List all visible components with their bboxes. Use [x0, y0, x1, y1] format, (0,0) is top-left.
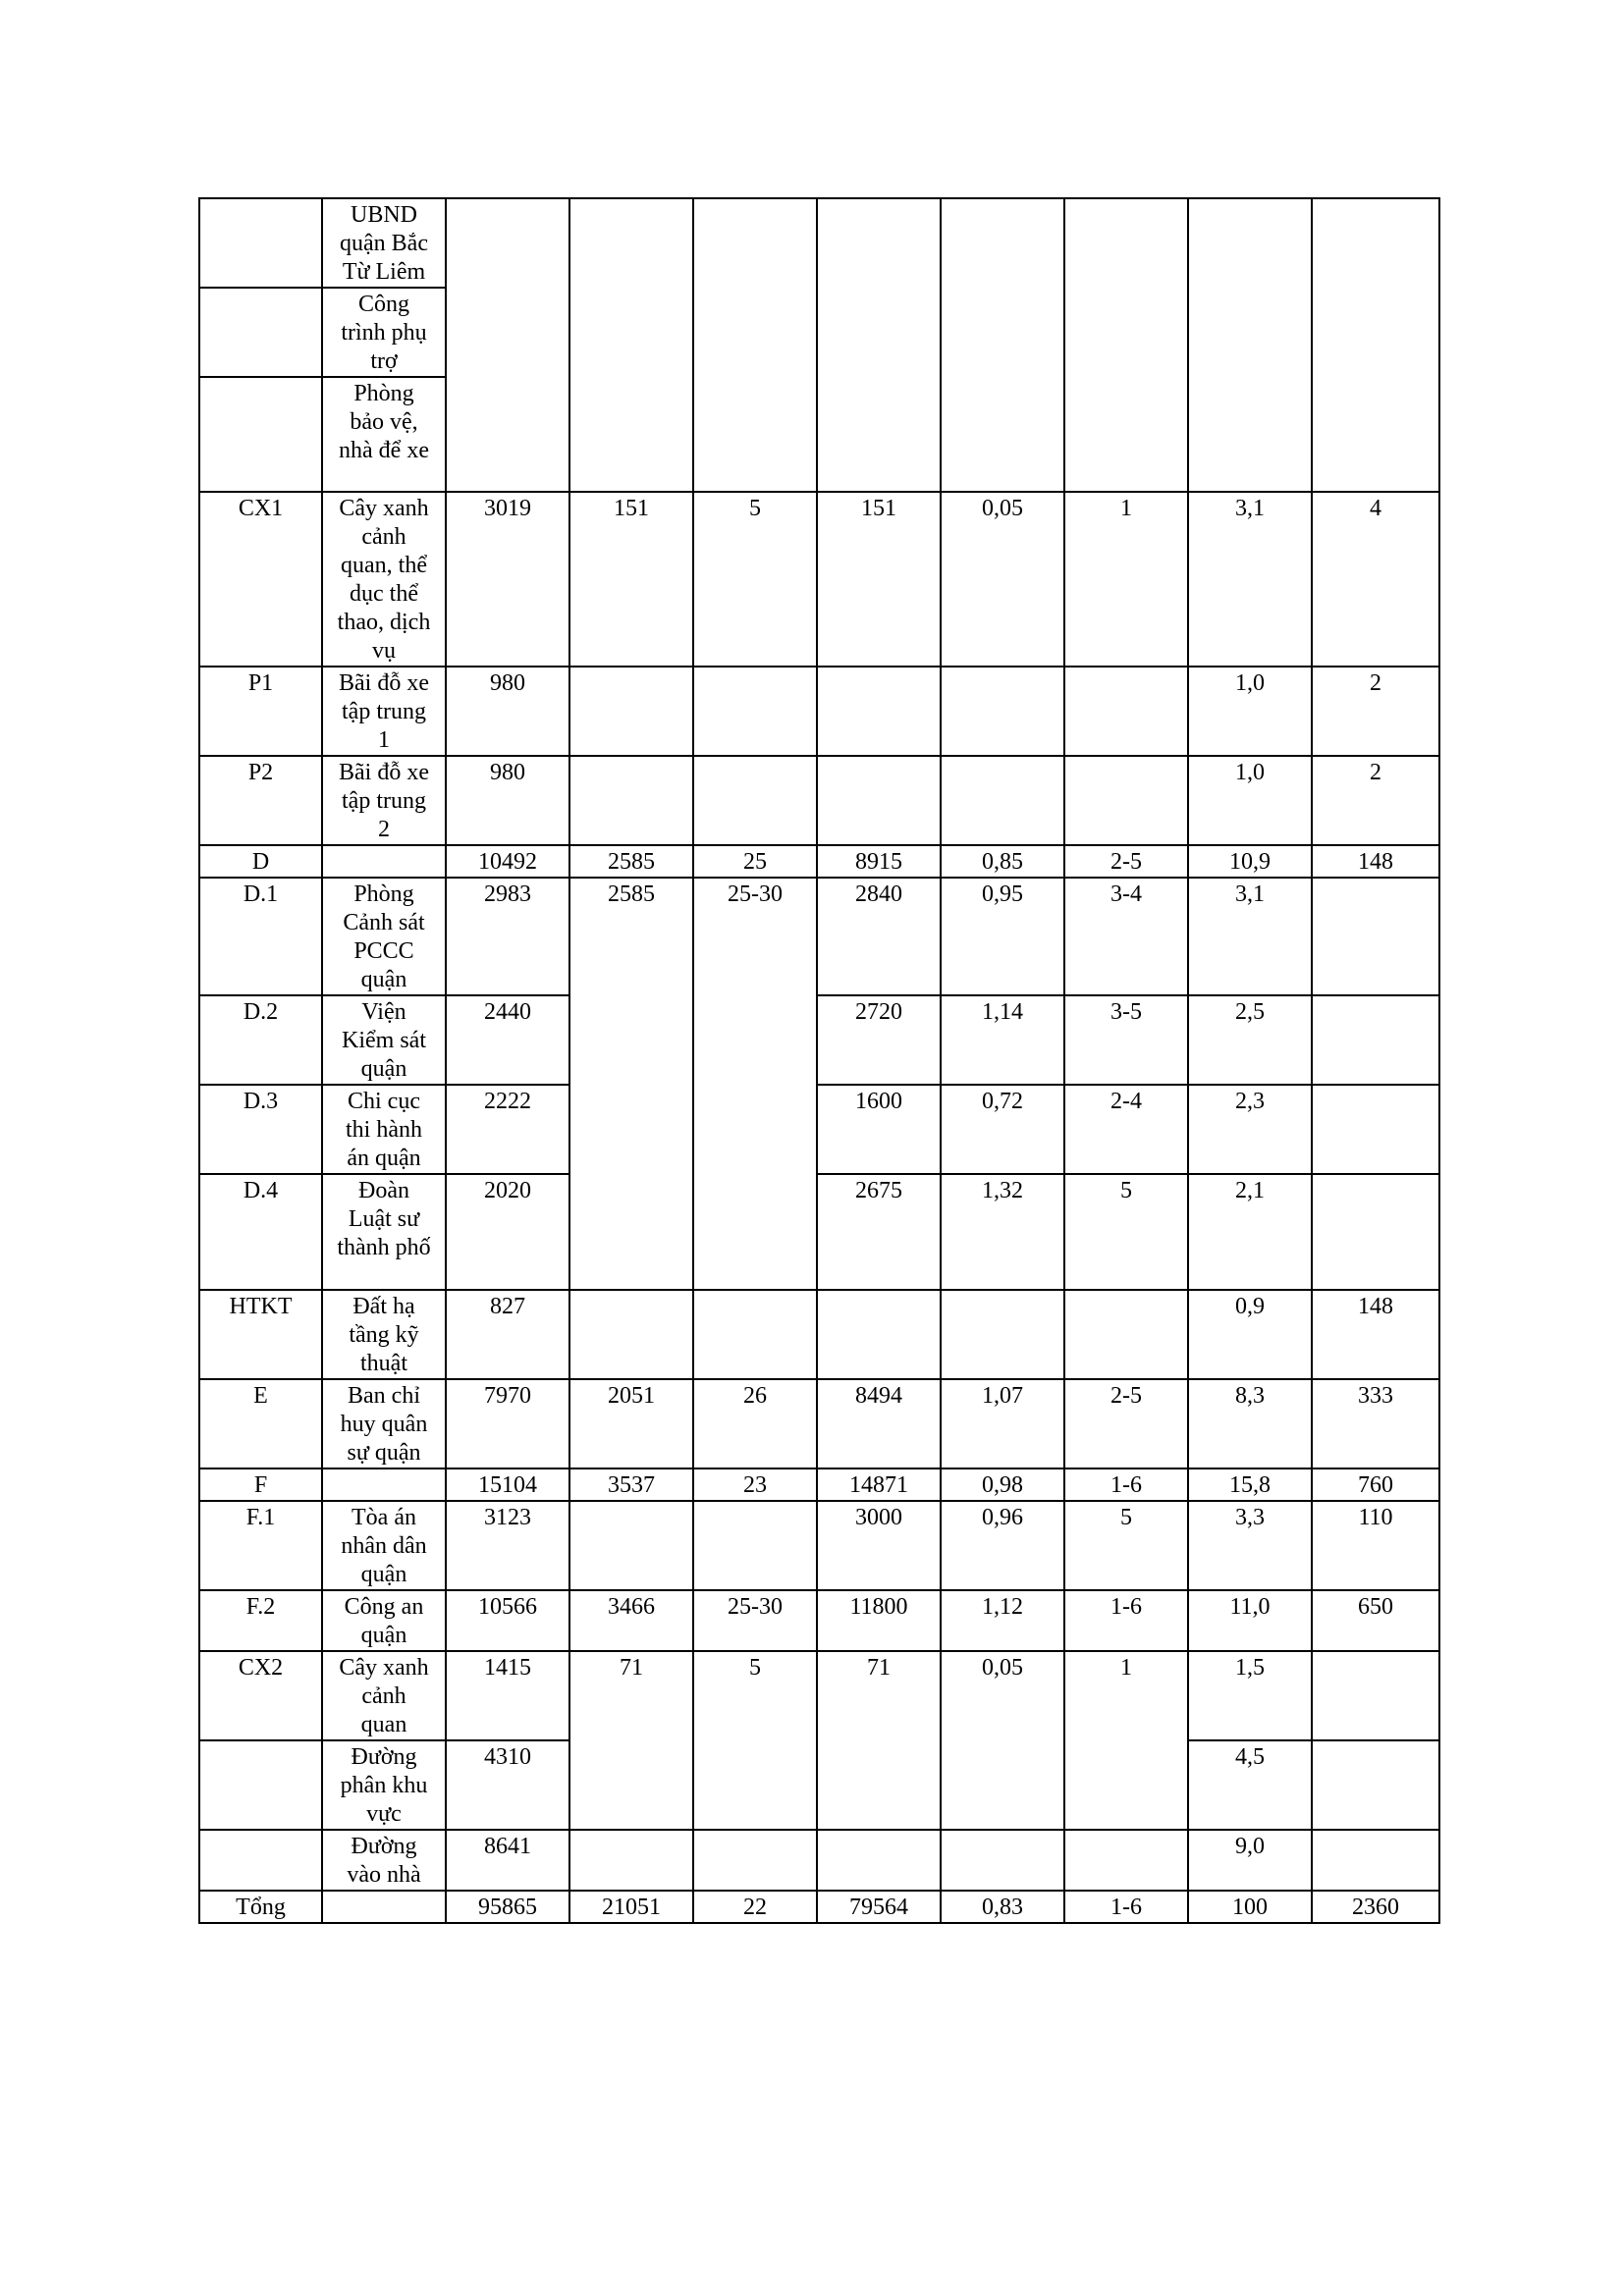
- cell-value: 2440: [446, 995, 569, 1085]
- cell-value: [1312, 1174, 1439, 1290]
- cell-value: [941, 1830, 1064, 1891]
- cell-value: 8,3: [1188, 1379, 1312, 1468]
- cell-value: 980: [446, 756, 569, 845]
- cell-name: Công trình phụ trợ: [322, 288, 446, 377]
- table-row: [199, 1085, 1439, 1174]
- cell-code: F: [199, 1468, 322, 1501]
- cell-code: [199, 377, 322, 492]
- cell-value: 0,9: [1188, 1290, 1312, 1379]
- cell-value: [693, 1501, 817, 1590]
- cell-value: 2585: [569, 845, 693, 878]
- cell-value: 3,3: [1188, 1501, 1312, 1590]
- cell-code: [199, 288, 322, 377]
- table-total-row: [199, 1891, 1439, 1923]
- cell-value: 3-4: [1064, 878, 1188, 995]
- cell-value: 4310: [446, 1740, 569, 1830]
- cell-empty: [941, 198, 1064, 492]
- cell-value: 4,5: [1188, 1740, 1312, 1830]
- cell-value: 0,98: [941, 1468, 1064, 1501]
- cell-value: 23: [693, 1468, 817, 1501]
- cell-value: 1,14: [941, 995, 1064, 1085]
- cell-empty: [1064, 756, 1188, 845]
- cell-value: 0,83: [941, 1891, 1064, 1923]
- cell-value: 333: [1312, 1379, 1439, 1468]
- cell-value: 1,0: [1188, 667, 1312, 756]
- cell-empty: [941, 667, 1064, 756]
- cell-value: 1-6: [1064, 1590, 1188, 1651]
- cell-empty: [817, 198, 941, 492]
- cell-value: 3123: [446, 1501, 569, 1590]
- cell-name: Bãi đỗ xe tập trung 2: [322, 756, 446, 845]
- cell-value: 2,1: [1188, 1174, 1312, 1290]
- cell-name: UBND quận Bắc Từ Liêm: [322, 198, 446, 288]
- cell-value: [1312, 995, 1439, 1085]
- cell-value: 2-4: [1064, 1085, 1188, 1174]
- cell-value: 2020: [446, 1174, 569, 1290]
- cell-value: 110: [1312, 1501, 1439, 1590]
- cell-value: 15,8: [1188, 1468, 1312, 1501]
- cell-value: [817, 1290, 941, 1379]
- cell-value: 650: [1312, 1590, 1439, 1651]
- cell-value: 10566: [446, 1590, 569, 1651]
- cell-name: Chi cục thi hành án quận: [322, 1085, 446, 1174]
- cell-code: F.2: [199, 1590, 322, 1651]
- table-row: [199, 1468, 1439, 1501]
- cell-value: 827: [446, 1290, 569, 1379]
- cell-value: 3-5: [1064, 995, 1188, 1085]
- cell-empty: [1064, 198, 1188, 492]
- cell-value: [1312, 1651, 1439, 1740]
- cell-value: 7970: [446, 1379, 569, 1468]
- cell-code: [199, 1740, 322, 1830]
- cell-code: E: [199, 1379, 322, 1468]
- table-row: [199, 1830, 1439, 1891]
- cell-code: HTKT: [199, 1290, 322, 1379]
- cell-value: [1064, 1290, 1188, 1379]
- table-row: [199, 995, 1439, 1085]
- cell-value: 4: [1312, 492, 1439, 667]
- table-row: [199, 667, 1439, 756]
- table-row: [199, 1590, 1439, 1651]
- cell-empty: [693, 198, 817, 492]
- cell-value: 25-30: [693, 878, 817, 1290]
- cell-name: Cây xanh cảnh quan: [322, 1651, 446, 1740]
- cell-name: Viện Kiểm sát quận: [322, 995, 446, 1085]
- cell-value: 1,5: [1188, 1651, 1312, 1740]
- cell-value: 2,3: [1188, 1085, 1312, 1174]
- cell-empty: [569, 667, 693, 756]
- cell-value: 1,07: [941, 1379, 1064, 1468]
- cell-name: Ban chỉ huy quân sự quận: [322, 1379, 446, 1468]
- cell-name: Công an quận: [322, 1590, 446, 1651]
- cell-value: 1,32: [941, 1174, 1064, 1290]
- cell-value: 3000: [817, 1501, 941, 1590]
- cell-value: 3537: [569, 1468, 693, 1501]
- cell-empty: [569, 198, 693, 492]
- cell-value: 8494: [817, 1379, 941, 1468]
- cell-empty: [817, 667, 941, 756]
- table-row: [199, 198, 1439, 288]
- cell-value: 1415: [446, 1651, 569, 1740]
- cell-empty: [817, 756, 941, 845]
- cell-name: [322, 1891, 446, 1923]
- cell-value: 0,05: [941, 492, 1064, 667]
- cell-value: [569, 1501, 693, 1590]
- cell-empty: [1188, 198, 1312, 492]
- cell-value: 5: [1064, 1174, 1188, 1290]
- cell-name: Phòng bảo vệ, nhà để xe: [322, 377, 446, 492]
- cell-value: [693, 1830, 817, 1891]
- cell-value: 2840: [817, 878, 941, 995]
- cell-value: 1,0: [1188, 756, 1312, 845]
- cell-value: 5: [693, 1651, 817, 1830]
- cell-value: 2051: [569, 1379, 693, 1468]
- cell-value: 1,12: [941, 1590, 1064, 1651]
- cell-value: 0,05: [941, 1651, 1064, 1830]
- cell-value: 25: [693, 845, 817, 878]
- cell-value: 1: [1064, 492, 1188, 667]
- table-row: [199, 1379, 1439, 1468]
- cell-value: 980: [446, 667, 569, 756]
- cell-value: 11800: [817, 1590, 941, 1651]
- cell-value: 95865: [446, 1891, 569, 1923]
- cell-value: 1-6: [1064, 1891, 1188, 1923]
- cell-value: 3,1: [1188, 492, 1312, 667]
- cell-name: Cây xanh cảnh quan, thể dục thể thao, dịch vụ: [322, 492, 446, 667]
- cell-empty: [569, 756, 693, 845]
- cell-empty: [1312, 198, 1439, 492]
- cell-value: 25-30: [693, 1590, 817, 1651]
- cell-value: 0,96: [941, 1501, 1064, 1590]
- cell-value: 0,72: [941, 1085, 1064, 1174]
- cell-value: 0,85: [941, 845, 1064, 878]
- cell-code: P1: [199, 667, 322, 756]
- cell-name: [322, 845, 446, 878]
- cell-name: Đường vào nhà: [322, 1830, 446, 1891]
- cell-value: 2-5: [1064, 845, 1188, 878]
- cell-code: D.1: [199, 878, 322, 995]
- cell-value: 1600: [817, 1085, 941, 1174]
- table-row: [199, 756, 1439, 845]
- cell-value: 79564: [817, 1891, 941, 1923]
- cell-value: [1312, 1085, 1439, 1174]
- cell-value: 148: [1312, 845, 1439, 878]
- cell-value: 14871: [817, 1468, 941, 1501]
- cell-value: 151: [569, 492, 693, 667]
- cell-code: D.2: [199, 995, 322, 1085]
- cell-value: 2585: [569, 878, 693, 1290]
- cell-value: 0,95: [941, 878, 1064, 995]
- cell-value: 10,9: [1188, 845, 1312, 878]
- cell-name: Đất hạ tầng kỹ thuật: [322, 1290, 446, 1379]
- cell-value: 26: [693, 1379, 817, 1468]
- cell-value: 8641: [446, 1830, 569, 1891]
- table-row: [199, 1501, 1439, 1590]
- table-row: [199, 1290, 1439, 1379]
- cell-name: Bãi đỗ xe tập trung 1: [322, 667, 446, 756]
- cell-value: 15104: [446, 1468, 569, 1501]
- cell-value: 2360: [1312, 1891, 1439, 1923]
- cell-value: 2,5: [1188, 995, 1312, 1085]
- cell-value: 71: [817, 1651, 941, 1830]
- cell-value: [1312, 878, 1439, 995]
- table-row: [199, 1651, 1439, 1740]
- cell-value: 2720: [817, 995, 941, 1085]
- cell-value: 21051: [569, 1891, 693, 1923]
- cell-name: [322, 1468, 446, 1501]
- cell-name: Tòa án nhân dân quận: [322, 1501, 446, 1590]
- cell-value: [569, 1290, 693, 1379]
- cell-value: 5: [693, 492, 817, 667]
- cell-value: 3466: [569, 1590, 693, 1651]
- cell-value: 71: [569, 1651, 693, 1830]
- cell-code: D.3: [199, 1085, 322, 1174]
- cell-value: [1064, 1830, 1188, 1891]
- cell-value: [1312, 1740, 1439, 1830]
- cell-value: 10492: [446, 845, 569, 878]
- cell-code: D: [199, 845, 322, 878]
- cell-name: Phòng Cảnh sát PCCC quận: [322, 878, 446, 995]
- cell-value: 2: [1312, 667, 1439, 756]
- cell-value: [817, 1830, 941, 1891]
- cell-value: 148: [1312, 1290, 1439, 1379]
- cell-value: 1: [1064, 1651, 1188, 1830]
- cell-value: 9,0: [1188, 1830, 1312, 1891]
- cell-value: [941, 1290, 1064, 1379]
- cell-value: 22: [693, 1891, 817, 1923]
- cell-code: D.4: [199, 1174, 322, 1290]
- cell-value: 2222: [446, 1085, 569, 1174]
- cell-code: P2: [199, 756, 322, 845]
- cell-empty: [1064, 667, 1188, 756]
- land-use-table: [198, 197, 1440, 1924]
- cell-value: [569, 1830, 693, 1891]
- cell-value: [693, 1290, 817, 1379]
- cell-code: [199, 198, 322, 288]
- cell-name: Đoàn Luật sư thành phố: [322, 1174, 446, 1290]
- cell-code: Tổng: [199, 1891, 322, 1923]
- cell-empty: [693, 756, 817, 845]
- table-row: [199, 1174, 1439, 1290]
- table-row: [199, 492, 1439, 667]
- cell-value: 3,1: [1188, 878, 1312, 995]
- cell-code: [199, 1830, 322, 1891]
- table-row: [199, 845, 1439, 878]
- cell-value: 1-6: [1064, 1468, 1188, 1501]
- cell-value: 2983: [446, 878, 569, 995]
- cell-value: 2: [1312, 756, 1439, 845]
- cell-empty: [446, 198, 569, 492]
- cell-value: 100: [1188, 1891, 1312, 1923]
- cell-code: F.1: [199, 1501, 322, 1590]
- cell-value: [1312, 1830, 1439, 1891]
- cell-code: CX1: [199, 492, 322, 667]
- cell-empty: [941, 756, 1064, 845]
- table-row: [199, 878, 1439, 995]
- cell-value: 760: [1312, 1468, 1439, 1501]
- cell-value: 3019: [446, 492, 569, 667]
- cell-value: 2675: [817, 1174, 941, 1290]
- cell-value: 5: [1064, 1501, 1188, 1590]
- cell-value: 2-5: [1064, 1379, 1188, 1468]
- cell-code: CX2: [199, 1651, 322, 1740]
- cell-value: 11,0: [1188, 1590, 1312, 1651]
- cell-value: 151: [817, 492, 941, 667]
- cell-name: Đường phân khu vực: [322, 1740, 446, 1830]
- cell-value: 8915: [817, 845, 941, 878]
- cell-empty: [693, 667, 817, 756]
